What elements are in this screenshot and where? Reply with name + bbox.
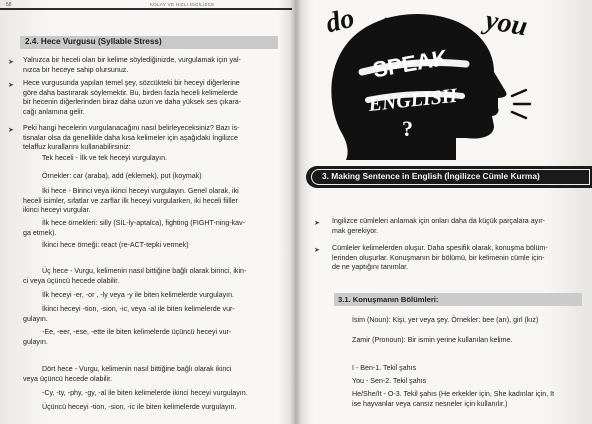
subsection-title: 3.1. Konuşmanın Bölümleri:	[338, 295, 439, 304]
bullet-line: lerinden oluşurlar. Konuşmanın bir bölümü, bir kelimenin cümle için-	[332, 253, 545, 262]
body-line: İlk heceyi -er, -or , -ly veya -y ile biten kelimelerde vurgulayın.	[42, 291, 234, 299]
body-line: ise hayvanlar veya cansız nesneler için kullanılır.)	[352, 399, 508, 408]
bullet-line: cağı anlamına gelir.	[23, 107, 85, 116]
arrow-bullet-icon: ➤	[314, 247, 320, 254]
body-line: İsim (Noun): Kişi, yer veya şey. Örnekler: bee (arı), girl (kız)	[352, 316, 539, 324]
body-line: gulayın.	[23, 314, 48, 323]
bullet-line: Hece vurgusunda yapılan temel şey, sözcükteki bir heceyi diğerlerine	[23, 79, 240, 87]
page-number: 58	[6, 2, 12, 8]
bullet-line: Peki hangi hecelerin vurgulanacağını nasıl belirleyeceksiniz? Bazı is-	[23, 124, 240, 132]
running-head: KOLAY VE HIZLI İNGİLİZCE	[150, 2, 215, 7]
body-line: İkinci heceyi -tion, -sion, -ic, veya -al ile biten kelimelerde vur-	[42, 305, 235, 313]
bullet-line: bir hecenin diğerlerinden biraz daha uzun ve daha yüksek ses çıkara-	[23, 98, 242, 106]
art-word-english: ENGLISH	[367, 84, 459, 116]
art-word-you: you	[483, 4, 530, 43]
body-line: Dört hece - Vurgu, kelimenin nasıl bittiğine bağlı olarak ikinci	[42, 365, 232, 373]
body-line: I - Ben-1. Tekil şahıs	[352, 364, 417, 372]
body-line: ga etmek).	[23, 228, 57, 237]
art-word-speak: SPEAK	[370, 44, 450, 83]
body-line: ci veya üçüncü hecede olabilir.	[23, 276, 120, 285]
bullet-line: nızca bir heceye sahip olursunuz.	[23, 65, 129, 74]
bullet-line: de ne yaptığını tanımlar.	[332, 263, 409, 271]
art-dash-icon: -	[384, 9, 390, 26]
speak-english-head-illustration	[306, 0, 584, 160]
art-question-mark: ?	[402, 116, 413, 141]
body-line: Örnekler: car (araba), add (eklemek), put (koymak)	[42, 172, 202, 180]
body-line: İkinci hece örneği: react (re-ACT-tepki vermek)	[42, 241, 189, 249]
body-line: He/She/It - O-3. Tekil şahıs (He erkekler için, She kadınlar için, It	[352, 390, 555, 398]
section-heading	[20, 36, 278, 49]
arrow-bullet-icon: ➤	[8, 59, 14, 66]
body-line: -Cy, -ty, -phy, -gy, -al ile biten kelimelerde ikinci heceyi vurgulayın.	[42, 389, 248, 397]
bullet-line: İngilizce cümleleri anlamak için onları daha da küçük parçalara ayır-	[332, 217, 545, 225]
section-title: 2.4. Hece Vurgusu (Syllable Stress)	[25, 37, 162, 46]
bullet-line: mak gerekiyor.	[332, 226, 379, 235]
bullet-line: göre daha bastırarak söylemektir. Bu, birden fazla heceli kelimelerde	[23, 88, 238, 97]
body-line: Üç hece - Vurgu, kelimenin nasıl bittiğine bağlı olarak birinci, ikin-	[42, 267, 247, 275]
body-line: İki hece - Birinci veya ikinci heceyi vurgulayın. Genel olarak, iki	[42, 187, 239, 195]
chapter-title: 3. Making Sentence in English (İngilizce Cümle Kurma)	[322, 171, 540, 181]
body-line: -Ee, -eer, -ese, -ette ile biten kelimelerde üçüncü heceyi vur-	[42, 328, 232, 336]
body-line: ikinci heceyi vurgular.	[23, 206, 91, 214]
body-line: Zamir (Pronoun): Bir ismin yerine kullanılan kelime.	[352, 336, 513, 344]
arrow-bullet-icon: ➤	[8, 82, 14, 89]
body-line: You - Sen-2. Tekil şahıs	[352, 377, 427, 385]
bullet-line: tisnalar olsa da genellikle daha kısa kelimeler için aşağıdaki İngilizce	[23, 133, 238, 142]
left-page	[0, 0, 292, 424]
arrow-bullet-icon: ➤	[314, 220, 320, 227]
bullet-line: Yalnızca bir heceli olan bir kelime söylediğinizde, vurgulamak için yal-	[23, 56, 241, 64]
body-line: veya üçüncü hecede olabilir.	[23, 374, 113, 383]
body-line: heceli isimler, sıfatlar ve zarflar ilk heceyi vurgularken, iki heceli fiiller	[23, 196, 238, 205]
body-line: Üçüncü heceyi -tion, -sion, -ic ile biten kelimelerde vurgulayın.	[42, 403, 237, 411]
bullet-line: Cümleler kelimelerden oluşur. Daha spesifik olarak, konuşma bölüm-	[332, 244, 548, 252]
body-line: gulayın.	[23, 337, 48, 346]
arrow-bullet-icon: ➤	[8, 127, 14, 134]
right-page	[300, 0, 592, 424]
top-rule	[0, 8, 292, 10]
body-line: İlk hece örnekleri: silly (SİL-ly-aptalca), fighting (FIGHT-ning-kav-	[42, 219, 246, 227]
bullet-line: telaffuz kurallarını kullanabilirsiniz:	[23, 143, 131, 151]
art-word-do: do	[322, 2, 358, 40]
subsection-heading	[334, 293, 582, 306]
body-line: Tek heceli - İlk ve tek heceyi vurgulayın.	[42, 154, 167, 162]
chapter-banner	[306, 166, 592, 188]
